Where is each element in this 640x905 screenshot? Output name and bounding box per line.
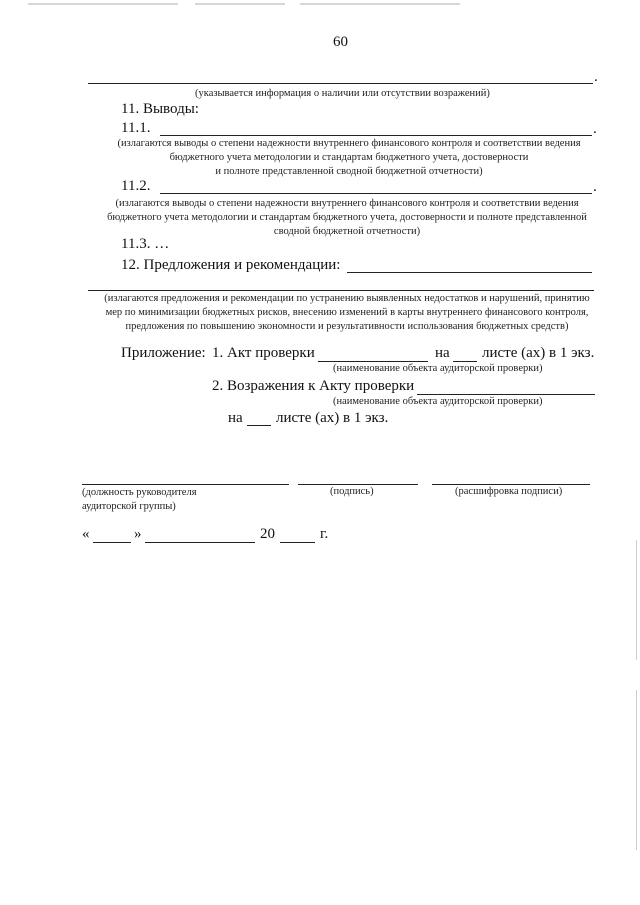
decryption-line <box>432 484 590 485</box>
attachment-2-on: на <box>228 410 243 426</box>
scan-artifact <box>300 3 460 5</box>
attachment-1-object-caption: (наименование объекта аудиторской проверки) <box>333 363 543 374</box>
attachment-2-object-line <box>417 394 595 395</box>
attachment-2-sheets-copy: листе (ах) в 1 экз. <box>276 410 389 426</box>
objections-caption: (указывается информация о наличии или отсутствии возражений) <box>195 88 490 99</box>
caption-line: сводной бюджетной отчетности) <box>273 226 421 237</box>
caption-line: и полноте представленной сводной бюджетной отчетности) <box>215 166 483 177</box>
line-dot: . <box>594 69 598 85</box>
caption-line: (должность руководителя <box>82 487 197 498</box>
signature-line <box>298 484 418 485</box>
conclusion-11-1-caption <box>88 137 610 179</box>
position-line <box>82 484 289 485</box>
caption-line: (излагаются предложения и рекомендации по устранению выявленных недостатков и нарушений, принятию <box>104 293 590 304</box>
conclusion-11-1-label: 11.1. <box>121 120 151 136</box>
attachment-2-sheets-line <box>247 425 271 426</box>
conclusion-11-2-label: 11.2. <box>121 178 151 194</box>
date-year-prefix: 20 <box>260 526 275 542</box>
caption-line: предложения по повышению экономности и результативности использования бюджетных средств) <box>125 321 569 332</box>
line-dot: . <box>593 121 597 137</box>
conclusions-heading: 11. Выводы: <box>121 101 199 117</box>
attachment-2-text: 2. Возражения к Акту проверки <box>212 378 415 394</box>
objections-line <box>88 83 593 84</box>
attachment-1-on: на <box>435 345 450 361</box>
proposals-heading: 12. Предложения и рекомендации: <box>121 257 341 273</box>
caption-line: мер по минимизации бюджетных рисков, внесению изменений в карты внутреннего финансового контроля, <box>105 307 589 318</box>
proposals-caption <box>82 292 612 334</box>
date-day-line <box>93 542 131 543</box>
conclusion-11-1-line <box>160 135 592 136</box>
caption-line: бюджетного учета методологии и стандартам бюджетного учета, достоверности и полноте представленной <box>107 212 587 223</box>
line-dot: . <box>593 179 597 195</box>
decryption-caption: (расшифровка подписи) <box>455 486 563 497</box>
scan-artifact <box>636 540 637 660</box>
date-year-line <box>280 542 315 543</box>
date-month-line <box>145 542 255 543</box>
attachment-1-text: 1. Акт проверки <box>212 345 315 361</box>
proposals-line-1 <box>347 272 592 273</box>
attachment-1-sheets-copy: листе (ах) в 1 экз. <box>482 345 595 361</box>
conclusion-11-2-caption <box>82 197 612 239</box>
proposals-line-2 <box>88 290 594 291</box>
scan-artifact <box>28 3 178 5</box>
attachment-1-sheets-line <box>453 361 477 362</box>
scan-artifact <box>195 3 285 5</box>
date-open-quote: « <box>82 526 90 542</box>
conclusion-11-3-label: 11.3. … <box>121 236 170 252</box>
attachment-1-object-line <box>318 361 428 362</box>
date-close-quote: » <box>134 526 142 542</box>
scan-artifact <box>636 690 637 850</box>
caption-line: бюджетного учета методологии и стандартам бюджетного учета, достоверности <box>169 152 529 163</box>
caption-line: аудиторской группы) <box>82 501 176 512</box>
signature-caption: (подпись) <box>330 486 374 497</box>
position-caption <box>82 486 197 514</box>
date-year-suffix: г. <box>320 526 329 542</box>
page-number: 60 <box>333 34 348 50</box>
conclusion-11-2-line <box>160 193 592 194</box>
attachments-label: Приложение: <box>121 345 206 361</box>
caption-line: (излагаются выводы о степени надежности внутреннего финансового контроля и соответствии ведения <box>117 138 581 149</box>
attachment-2-object-caption: (наименование объекта аудиторской проверки) <box>333 396 543 407</box>
caption-line: (излагаются выводы о степени надежности внутреннего финансового контроля и соответствии ведения <box>115 198 579 209</box>
